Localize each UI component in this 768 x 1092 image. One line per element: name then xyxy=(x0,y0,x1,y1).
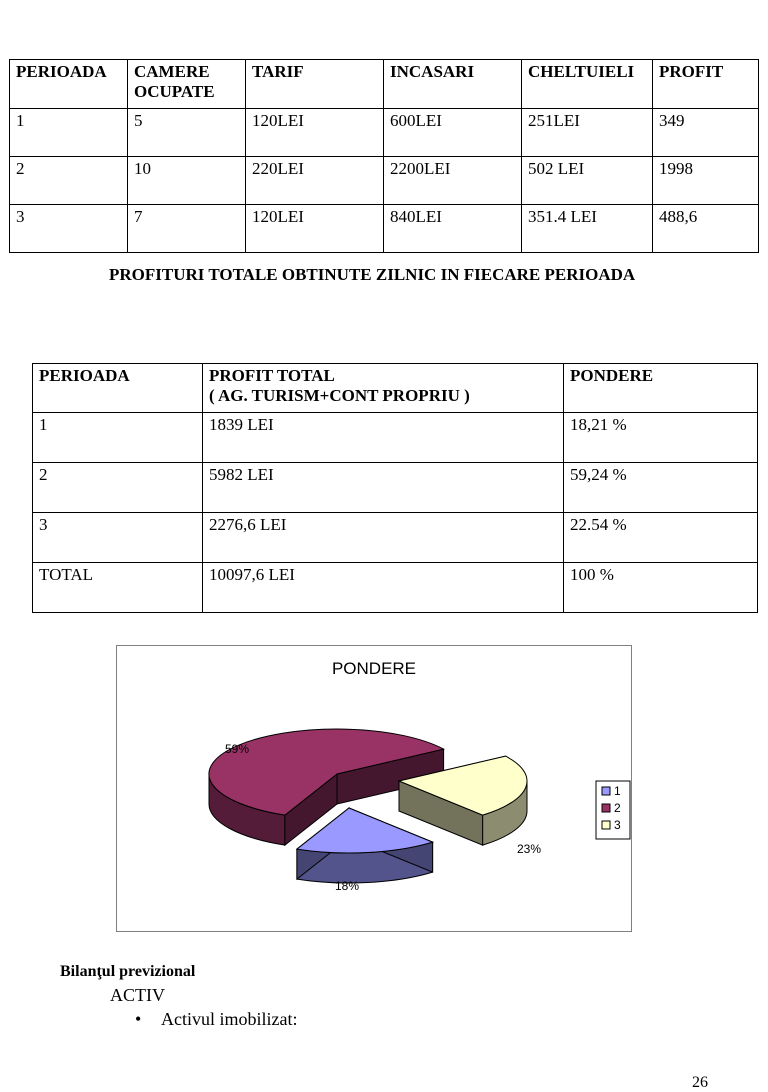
legend-swatch xyxy=(602,787,610,795)
table-header-row xyxy=(33,364,758,413)
table-row xyxy=(33,513,758,563)
header-cell: PROFIT xyxy=(653,60,759,109)
table-cell: 1 xyxy=(33,413,203,463)
header-cell: PERIOADA xyxy=(10,60,128,109)
header-line: ( AG. TURISM+CONT PROPRIU ) xyxy=(209,386,470,405)
table-row xyxy=(10,205,759,253)
section-heading: PROFITURI TOTALE OBTINUTE ZILNIC IN FIECARE PERIOADA xyxy=(109,265,636,284)
table-cell: 488,6 xyxy=(653,205,759,253)
header-cell: PONDERE xyxy=(564,364,758,413)
table-cell: 22.54 % xyxy=(564,513,758,563)
period-table xyxy=(9,59,759,253)
table-cell: 10 xyxy=(128,157,246,205)
chart-title: PONDERE xyxy=(331,659,417,678)
table-cell: 3 xyxy=(33,513,203,563)
table-cell: 1839 LEI xyxy=(203,413,564,463)
bullet-icon: • xyxy=(135,1009,142,1029)
table-row xyxy=(10,157,759,205)
table-cell: 5 xyxy=(128,109,246,157)
legend-box xyxy=(596,781,630,839)
table-cell: 7 xyxy=(128,205,246,253)
table-cell: 10097,6 LEI xyxy=(203,563,564,613)
table-cell: 349 xyxy=(653,109,759,157)
data-label: 18% xyxy=(334,879,360,893)
table-cell: 3 xyxy=(10,205,128,253)
table-cell: 59,24 % xyxy=(564,463,758,513)
table-cell: 2 xyxy=(10,157,128,205)
pie-chart xyxy=(116,645,632,932)
header-cell: INCASARI xyxy=(384,60,522,109)
table-row xyxy=(33,463,758,513)
list-item-label: Activul imobilizat: xyxy=(161,1009,298,1029)
data-label: 23% xyxy=(516,842,542,856)
page-number: 26 xyxy=(692,1074,708,1091)
header-cell: PERIOADA xyxy=(33,364,203,413)
table-cell: 18,21 % xyxy=(564,413,758,463)
header-line: PROFIT TOTAL xyxy=(209,366,335,385)
table-cell: 5982 LEI xyxy=(203,463,564,513)
table-cell: 120LEI xyxy=(246,109,384,157)
table-row xyxy=(10,109,759,157)
table-cell: 100 % xyxy=(564,563,758,613)
table-cell: 2 xyxy=(33,463,203,513)
table-cell: 600LEI xyxy=(384,109,522,157)
table-cell: 502 LEI xyxy=(522,157,653,205)
profit-table xyxy=(32,363,758,613)
table-cell: 1998 xyxy=(653,157,759,205)
table-row xyxy=(33,413,758,463)
data-label: 59% xyxy=(224,742,250,756)
table-cell: 351.4 LEI xyxy=(522,205,653,253)
subsection-title: ACTIV xyxy=(110,985,165,1005)
header-cell: TARIF xyxy=(246,60,384,109)
table-cell: 2200LEI xyxy=(384,157,522,205)
table-cell: 1 xyxy=(10,109,128,157)
header-cell xyxy=(203,364,564,413)
table-cell: TOTAL xyxy=(33,563,203,613)
table-cell: 840LEI xyxy=(384,205,522,253)
legend-swatch xyxy=(602,804,610,812)
table-cell: 220LEI xyxy=(246,157,384,205)
table-header-row xyxy=(10,60,759,109)
pie-chart-svg xyxy=(117,646,631,931)
table-row xyxy=(33,563,758,613)
legend-label: 2 xyxy=(614,801,621,815)
section-title: Bilanţul previzional xyxy=(60,963,196,980)
header-cell: CAMERE OCUPATE xyxy=(128,60,246,109)
legend-label: 3 xyxy=(614,818,621,832)
legend-swatch xyxy=(602,821,610,829)
header-cell: CHELTUIELI xyxy=(522,60,653,109)
table-cell: 120LEI xyxy=(246,205,384,253)
table-cell: 2276,6 LEI xyxy=(203,513,564,563)
legend-label: 1 xyxy=(614,784,621,798)
table-cell: 251LEI xyxy=(522,109,653,157)
